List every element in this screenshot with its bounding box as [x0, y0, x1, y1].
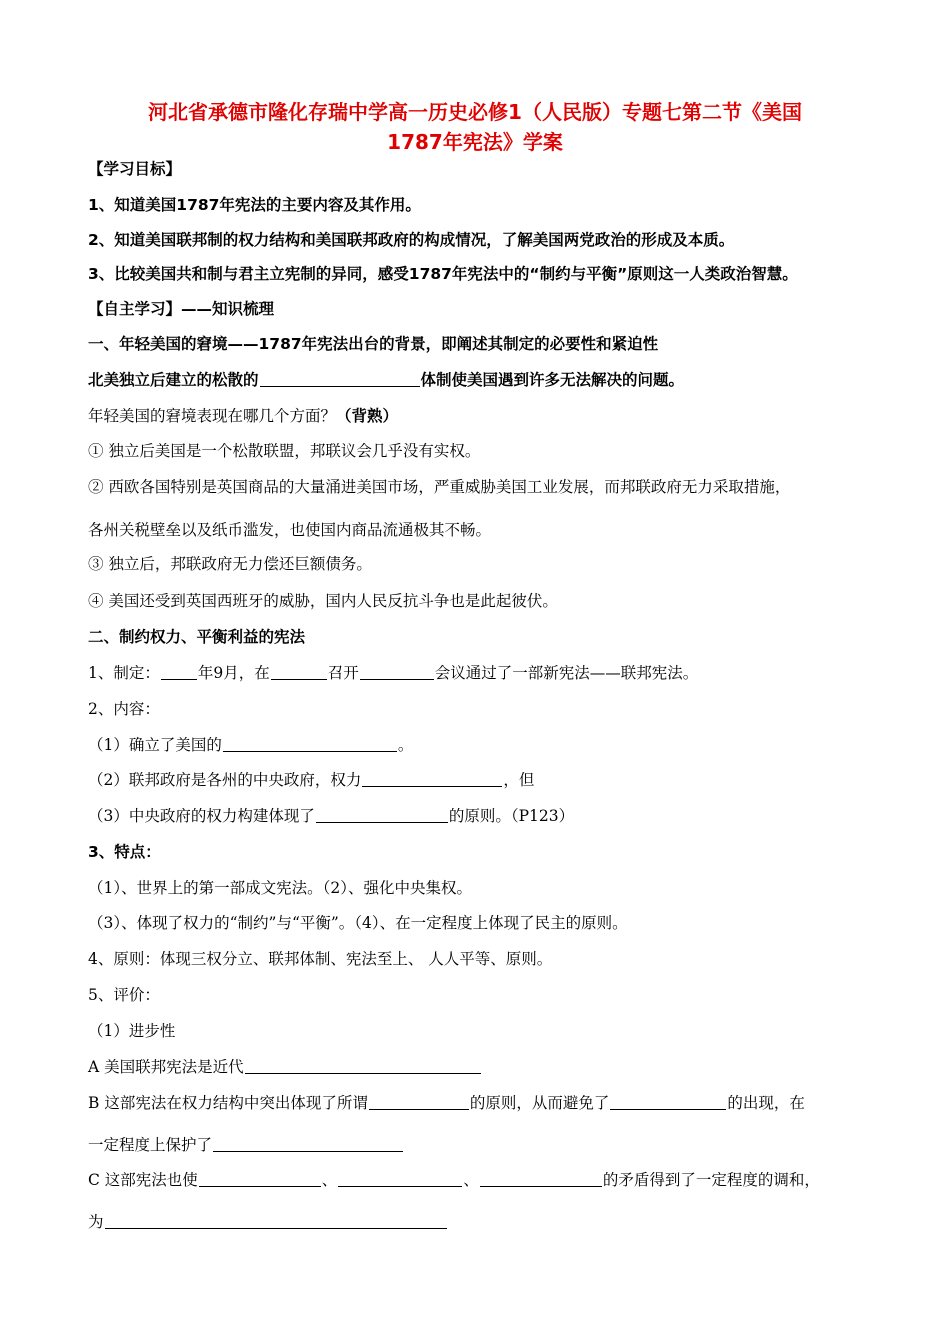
fill-text: A 美国联邦宪法是近代	[88, 1058, 244, 1076]
fill-text: 北美独立后建立的松散的	[88, 371, 259, 389]
answer-blank[interactable]	[316, 808, 448, 823]
fill-text: 的出现，在	[727, 1094, 805, 1112]
question-text: 年轻美国的窘境表现在哪几个方面？	[88, 407, 337, 425]
fill-text: C 这部宪法也使	[88, 1171, 198, 1189]
fill-text: ，但	[503, 771, 535, 789]
fill-text: 会议通过了一部新宪法——联邦宪法。	[434, 664, 699, 682]
progress-label: （1）进步性	[88, 1022, 176, 1040]
fill-text: 一定程度上保护了	[88, 1136, 213, 1154]
section-1-fill-line	[88, 368, 684, 390]
fill-text: （1）确立了美国的	[88, 736, 222, 754]
content-item-3	[88, 804, 574, 826]
answer-blank[interactable]	[213, 1137, 403, 1152]
features-line-1: （1）、世界上的第一部成文宪法。（2）、强化中央集权。	[88, 879, 472, 897]
goal-item-3: 3、比较美国共和制与君主立宪制的异同，感受1787年宪法中的“制约与平衡”原则这一人类政治智慧。	[88, 265, 798, 283]
document-title-line-1: 河北省承德市隆化存瑞中学高一历史必修1（人民版）专题七第二节《美国	[148, 100, 802, 124]
answer-blank[interactable]	[245, 1059, 481, 1074]
fill-text: 为	[88, 1213, 104, 1231]
point-3: ③ 独立后，邦联政府无力偿还巨额债务。	[88, 555, 372, 573]
fill-text: 1、制定：	[88, 664, 160, 682]
point-4: ④ 美国还受到英国西班牙的威胁，国内人民反抗斗争也是此起彼伏。	[88, 592, 558, 610]
content-label: 2、内容：	[88, 700, 160, 718]
enactment-line	[88, 661, 698, 683]
features-label: 3、特点：	[88, 843, 161, 861]
principle-line: 4、原则：体现三权分立、联邦体制、宪法至上、 人人平等、原则。	[88, 950, 553, 968]
fill-text: 召开	[327, 664, 359, 682]
goal-item-1: 1、知道美国1787年宪法的主要内容及其作用。	[88, 196, 421, 214]
question-line	[88, 404, 398, 426]
goal-item-2: 2、知道美国联邦制的权力结构和美国联邦政府的构成情况，了解美国两党政治的形成及本质。	[88, 231, 735, 249]
point-2-continued: 各州关税壁垒以及纸币滥发，也使国内商品流通极其不畅。	[88, 521, 492, 539]
section-1-heading: 一、年轻美国的窘境——1787年宪法出台的背景，即阐述其制定的必要性和紧迫性	[88, 335, 659, 353]
memorize-note: （背熟）	[336, 407, 399, 425]
answer-blank[interactable]	[260, 372, 420, 387]
answer-blank[interactable]	[223, 737, 397, 752]
fill-text: 体制使美国遇到许多无法解决的问题。	[420, 371, 685, 389]
answer-blank[interactable]	[480, 1172, 602, 1187]
answer-blank[interactable]	[362, 772, 502, 787]
fill-text: 的矛盾得到了一定程度的调和，	[602, 1171, 820, 1189]
document-title-line-2: 1787年宪法》学案	[387, 130, 563, 154]
content-item-2	[88, 768, 534, 790]
fill-text: （3）中央政府的权力构建体现了	[88, 807, 315, 825]
point-2: ② 西欧各国特别是英国商品的大量涌进美国市场，严重威胁美国工业发展，而邦联政府无力采取措施，	[88, 478, 791, 496]
fill-text: （2）联邦政府是各州的中央政府，权力	[88, 771, 362, 789]
fill-text: B 这部宪法在权力结构中突出体现了所谓	[88, 1094, 368, 1112]
answer-blank[interactable]	[610, 1095, 726, 1110]
answer-blank[interactable]	[199, 1172, 321, 1187]
section-2-heading: 二、制约权力、平衡利益的宪法	[88, 628, 306, 646]
evaluation-c-line	[88, 1168, 820, 1190]
goals-heading: 【学习目标】	[88, 160, 182, 178]
fill-text: 。	[397, 736, 414, 754]
evaluation-a-line	[88, 1055, 482, 1077]
point-1: ① 独立后美国是一个松散联盟，邦联议会几乎没有实权。	[88, 442, 481, 460]
content-item-1	[88, 733, 413, 755]
evaluation-b-line	[88, 1091, 805, 1113]
fill-text: 、	[463, 1171, 479, 1189]
answer-blank[interactable]	[369, 1095, 469, 1110]
evaluation-label: 5、评价：	[88, 986, 160, 1004]
evaluation-b-line-2	[88, 1133, 404, 1155]
answer-blank-year[interactable]	[161, 665, 197, 680]
fill-text: 的原则。（P123）	[448, 807, 575, 825]
answer-blank-meeting[interactable]	[360, 665, 434, 680]
fill-text: 、	[321, 1171, 338, 1189]
answer-blank-place[interactable]	[271, 665, 327, 680]
evaluation-c-line-2	[88, 1210, 448, 1232]
answer-blank[interactable]	[338, 1172, 462, 1187]
features-line-2: （3）、体现了权力的“制约”与“平衡”。（4）、在一定程度上体现了民主的原则。	[88, 914, 628, 932]
self-study-heading: 【自主学习】——知识梳理	[88, 300, 275, 318]
fill-text: 年9月，在	[197, 664, 270, 682]
answer-blank[interactable]	[105, 1214, 447, 1229]
fill-text: 的原则，从而避免了	[469, 1094, 610, 1112]
